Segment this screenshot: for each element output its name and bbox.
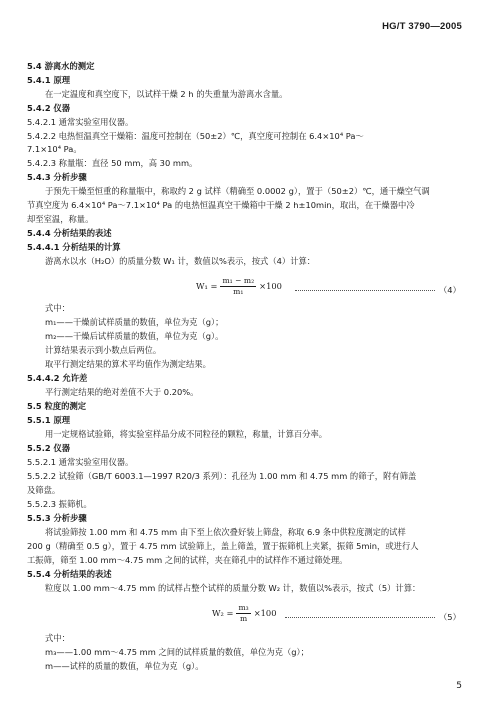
formula-4-numerator: m₁ − m₂ xyxy=(222,276,255,285)
subsection-heading: 5.4.3 分析步骤 xyxy=(27,172,87,182)
page-number: 5 xyxy=(456,681,462,691)
paragraph-line: 200 g（精确至 0.5 g），置于 4.75 mm 试验筛上，盖上筛盖，置于振筛机上夹紧，振筛 5min，或进行人 xyxy=(27,541,419,551)
subsection-heading: 5.4.4 分析结果的表述 xyxy=(27,228,112,238)
paragraph-line: 于预先干燥至恒重的称量瓶中，称取约 2 g 试样（精确至 0.0002 g），置于（50±2）℃，通干燥空气调 xyxy=(45,186,430,196)
paragraph-line: 在一定温度和真空度下，以试样干燥 2 h 的失重量为游离水含量。 xyxy=(45,89,288,99)
paragraph-line: 工振筛，筛至 1.00 mm～4.75 mm 之间的试样，夹在筛孔中的试样作不通过筛处理。 xyxy=(27,555,348,565)
formula-5-numerator: m₃ xyxy=(238,603,249,612)
paragraph-line: 却至室温，称量。 xyxy=(27,214,94,224)
clause-line-continued: 7.1×10⁴ Pa。 xyxy=(27,144,82,154)
clause-line: 5.4.2.1 通常实验室用仪器。 xyxy=(27,117,134,127)
formula-4-number: （4） xyxy=(439,285,461,295)
subsection-heading: 5.5.4 分析结果的表述 xyxy=(27,569,112,579)
subsection-heading: 5.5.3 分析步骤 xyxy=(27,513,87,523)
formula-4-lhs: W₁ = xyxy=(196,281,218,291)
subsection-heading: 5.4.4.2 允许差 xyxy=(27,373,88,383)
formula-5 xyxy=(212,603,277,624)
where-label: 式中： xyxy=(45,303,70,313)
formula-4-rhs: ×100 xyxy=(259,281,282,291)
formula-5-denominator: m xyxy=(239,614,248,623)
clause-line: 5.5.2.2 试验筛（GB/T 6003.1—1997 R20/3 系列）：孔径为 1.00 mm 和 4.75 mm 的筛子，附有筛盖 xyxy=(27,471,417,481)
clause-line: 5.4.2.3 称量瓶：直径 50 mm，高 30 mm。 xyxy=(27,158,198,168)
clause-line: 5.5.2.1 通常实验室用仪器。 xyxy=(27,457,134,467)
paragraph-line: 游离水以水（H₂O）的质量分数 W₁ 计，数值以%表示，按式（4）计算： xyxy=(45,256,316,266)
subsection-heading: 5.5.2 仪器 xyxy=(27,443,71,453)
formula-4-fraction xyxy=(220,276,256,297)
clause-line: 5.5.2.3 振筛机。 xyxy=(27,499,92,509)
variable-definition: m——试样的质量的数值，单位为克（g）。 xyxy=(45,661,204,671)
formula-5-rhs: ×100 xyxy=(253,608,277,618)
formula-5-lhs: W₂ = xyxy=(212,608,234,618)
formula-4-denominator: m₁ xyxy=(233,287,244,296)
subsection-heading: 5.4.4.1 分析结果的计算 xyxy=(27,242,121,252)
paragraph-line: 将试验筛按 1.00 mm 和 4.75 mm 由下至上依次叠好装上筛盘，称取 6.9 条中供粒度测定的试样 xyxy=(45,527,406,537)
paragraph-line: 平行测定结果的绝对差值不大于 0.20%。 xyxy=(45,387,199,397)
section-heading-5-5: 5.5 粒度的测定 xyxy=(27,401,87,411)
standard-code-header: HG/T 3790—2005 xyxy=(382,21,462,32)
where-label: 式中： xyxy=(45,633,70,643)
variable-definition: m₃——1.00 mm～4.75 mm 之间的试样质量的数值，单位为克（g）； xyxy=(45,647,309,657)
formula-5-number: （5） xyxy=(439,612,461,622)
variable-definition: m₂——干燥后试样质量的数值，单位为克（g）。 xyxy=(45,331,224,341)
paragraph-line: 用一定规格试验筛，将实验室样品分成不同粒径的颗粒，称量，计算百分率。 xyxy=(45,429,328,439)
subsection-heading: 5.4.1 原理 xyxy=(27,75,71,85)
paragraph-line: 粒度以 1.00 mm～4.75 mm 的试样占整个试样的质量分数 W₂ 计，数值以%表示，按式（5）计算： xyxy=(45,583,421,593)
clause-line: 5.4.2.2 电热恒温真空干燥箱：温度可控制在（50±2）℃，真空度可控制在 6.4×10⁴ Pa～ xyxy=(27,131,364,141)
formula-4 xyxy=(196,276,282,297)
variable-definition: m₁——干燥前试样质量的数值，单位为克（g）； xyxy=(45,317,224,327)
formula-4-leader xyxy=(295,290,435,291)
paragraph-line: 计算结果表示到小数点后两位。 xyxy=(45,345,162,355)
formula-5-fraction xyxy=(236,603,250,624)
subsection-heading: 5.5.1 原理 xyxy=(27,415,71,425)
subsection-heading: 5.4.2 仪器 xyxy=(27,103,71,113)
paragraph-line: 取平行测定结果的算术平均值作为测定结果。 xyxy=(45,359,211,369)
clause-line-continued: 及筛盘。 xyxy=(27,485,61,495)
formula-5-leader xyxy=(285,617,435,618)
section-heading-5-4: 5.4 游离水的测定 xyxy=(27,61,95,71)
paragraph-line: 节真空度为 6.4×10⁴ Pa～7.1×10⁴ Pa 的电热恒温真空干燥箱中干燥 2 h±10min，取出，在干燥器中冷 xyxy=(27,200,415,210)
